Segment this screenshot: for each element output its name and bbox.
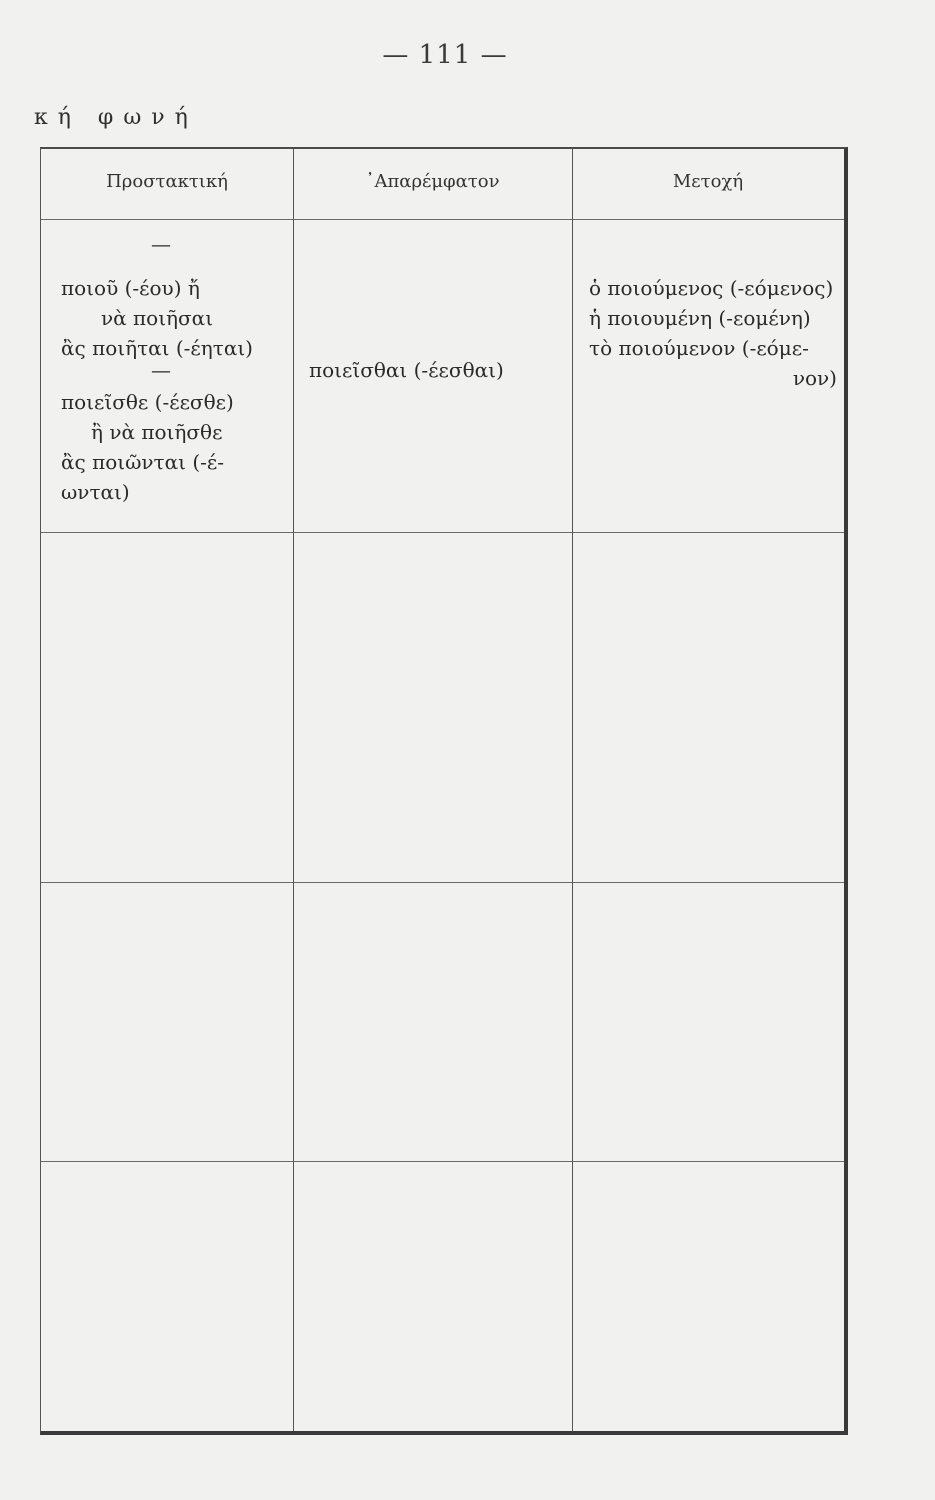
- header-divider: [41, 219, 844, 220]
- participle-line: ὁ ποιούμενος (-εόμενος): [589, 276, 834, 300]
- imperative-line: ἂς ποιῶνται (-έ-: [61, 450, 225, 474]
- header-imperative: Προστακτική: [106, 171, 228, 192]
- row-divider: [41, 1161, 844, 1162]
- column-divider: [293, 149, 294, 1431]
- running-head: κή φωνή: [34, 105, 198, 130]
- infinitive-form: ποιεῖσθαι (-έεσθαι): [309, 358, 504, 382]
- imperative-line: ἂς ποιῆται (-έηται): [61, 336, 253, 360]
- column-divider: [572, 149, 573, 1431]
- participle-line: τὸ ποιούμενον (-εόμε-: [589, 336, 809, 360]
- header-infinitive: ᾿Απαρέμφατον: [365, 171, 500, 192]
- imperative-line: ποιοῦ (-έου) ἤ: [61, 276, 200, 300]
- participle-line: ἡ ποιουμένη (-εομένη): [589, 306, 811, 330]
- row-divider: [41, 882, 844, 883]
- imperative-line: ἢ νὰ ποιῆσθε: [91, 420, 223, 444]
- page-number: — 111 —: [382, 40, 508, 70]
- conjugation-table: [40, 147, 848, 1435]
- imperative-line: ωνται): [61, 480, 130, 504]
- row-divider: [41, 532, 844, 533]
- header-participle: Μετοχή: [672, 171, 744, 192]
- imperative-line: νὰ ποιῆσαι: [101, 306, 214, 330]
- imperative-line: ποιεῖσθε (-έεσθε): [61, 390, 234, 414]
- separator-dash: —: [151, 358, 171, 382]
- separator-dash: —: [151, 232, 171, 256]
- participle-line: νον): [792, 366, 837, 390]
